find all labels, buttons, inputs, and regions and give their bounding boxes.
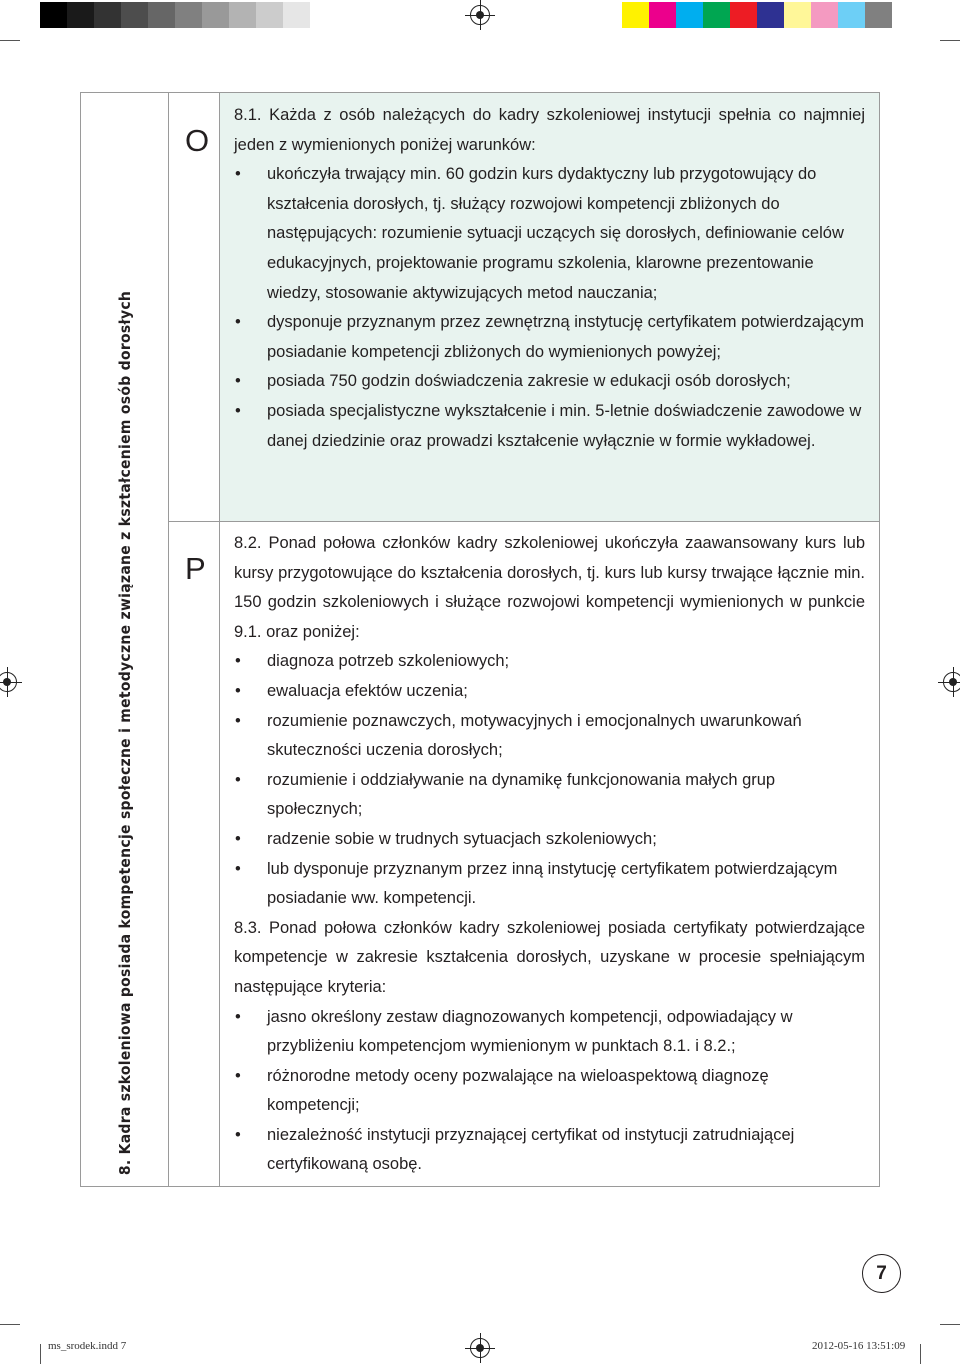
list-item: • jasno określony zestaw diagnozowanych kompetencji, odpowiadający w przybliżeniu kompetencjom wymienionym w punktach 8.1. i 8.2.;	[234, 1003, 865, 1062]
slug-filename: ms_srodek.indd 7	[48, 1340, 127, 1352]
color-swatch	[256, 2, 283, 28]
color-swatch	[67, 2, 94, 28]
color-swatch	[865, 2, 892, 28]
side-heading: 8. Kadra szkoleniowa posiada kompetencje społeczne i metodyczne związane z kształceniem osób dorosłych	[116, 290, 134, 1176]
criterion-8-1-intro: 8.1. Każda z osób należących do kadry szkoleniowej instytucji spełnia co najmniej jeden z wymienionych poniżej warunków:	[234, 106, 865, 154]
list-item: • ukończyła trwający min. 60 godzin kurs dydaktyczny lub przygotowujący do kształcenia dorosłych, tj. służący rozwojowi kompetencji zbliżonych do następujących: rozumienie sytuacji uczących się dorosłych, definiowanie celów edukacyjnych, projektowanie programu szkolenia, klarowne prezentowanie wiedzy, stosowanie aktywizujących metod nauczania;	[234, 160, 865, 308]
process-color-bar	[622, 2, 892, 28]
list-item: • rozumienie poznawczych, motywacyjnych i emocjonalnych uwarunkowań skuteczności uczenia dorosłych;	[234, 707, 865, 766]
list-item: • radzenie sobie w trudnych sytuacjach szkoleniowych;	[234, 825, 865, 855]
list-item: • posiada 750 godzin doświadczenia zakresie w edukacji osób dorosłych;	[234, 367, 865, 397]
level-column	[169, 93, 220, 1186]
color-swatch	[148, 2, 175, 28]
level-letter-o: O	[185, 123, 210, 158]
color-swatch	[838, 2, 865, 28]
color-swatch	[175, 2, 202, 28]
color-swatch	[703, 2, 730, 28]
color-swatch	[730, 2, 757, 28]
crop-mark	[940, 1324, 960, 1325]
criterion-8-2-list	[234, 647, 865, 913]
row-obligatory	[220, 93, 879, 522]
criterion-8-2-intro: 8.2. Ponad połowa członków kadry szkoleniowej ukończyła zaawansowany kurs lub kursy przygotowujące do kształcenia dorosłych, tj. kurs lub kursy trwające łącznie min. 150 godzin szkoleniowych i służące rozwojowi kompetencji wymienionych w punkcie 9.1. oraz poniżej:	[234, 534, 865, 641]
crop-mark	[40, 1344, 41, 1364]
crop-mark	[0, 40, 20, 41]
page-number: 7	[862, 1254, 901, 1293]
grayscale-color-bar	[40, 2, 310, 28]
color-swatch	[283, 2, 310, 28]
registration-mark-right-icon	[943, 672, 960, 692]
registration-mark-top-icon	[470, 5, 490, 25]
list-item: • różnorodne metody oceny pozwalające na wieloaspektową diagnozę kompetencji;	[234, 1062, 865, 1121]
list-item: • posiada specjalistyczne wykształcenie i min. 5-letnie doświadczenie zawodowe w danej dziedzinie oraz prowadzi kształcenie wyłącznie w formie wykładowej.	[234, 397, 865, 456]
crop-mark	[940, 40, 960, 41]
slug-timestamp: 2012-05-16 13:51:09	[812, 1340, 906, 1352]
color-swatch	[649, 2, 676, 28]
list-item: • rozumienie i oddziaływanie na dynamikę funkcjonowania małych grup społecznych;	[234, 766, 865, 825]
criterion-8-1-list	[234, 160, 865, 456]
crop-mark	[0, 1324, 20, 1325]
level-letter-p: P	[185, 551, 206, 586]
row-preferred	[220, 521, 879, 1186]
color-swatch	[811, 2, 838, 28]
list-item: • niezależność instytucji przyznającej certyfikat od instytucji zatrudniającej certyfikowaną osobę.	[234, 1121, 865, 1180]
color-swatch	[676, 2, 703, 28]
criteria-table	[80, 92, 880, 1187]
color-swatch	[229, 2, 256, 28]
crop-mark	[920, 1344, 921, 1364]
color-swatch	[121, 2, 148, 28]
color-swatch	[202, 2, 229, 28]
registration-mark-left-icon	[0, 672, 17, 692]
color-swatch	[622, 2, 649, 28]
registration-mark-bottom-icon	[470, 1338, 490, 1358]
criterion-8-3-list	[234, 1003, 865, 1181]
list-item: • diagnoza potrzeb szkoleniowych;	[234, 647, 865, 677]
color-swatch	[757, 2, 784, 28]
list-item: • dysponuje przyznanym przez zewnętrzną instytucję certyfikatem potwierdzającym posiadanie kompetencji zbliżonych do wymienionych powyżej;	[234, 308, 865, 367]
row-p-content	[234, 529, 865, 1180]
criterion-8-3-intro: 8.3. Ponad połowa członków kadry szkoleniowej posiada certyfikaty potwierdzające kompetencje w zakresie kształcenia dorosłych, uzyskane w procesie spełniającym następujące kryteria:	[234, 918, 865, 996]
color-swatch	[94, 2, 121, 28]
side-heading-column	[81, 93, 169, 1186]
row-o-content	[234, 101, 865, 456]
list-item: • ewaluacja efektów uczenia;	[234, 677, 865, 707]
list-item: • lub dysponuje przyznanym przez inną instytucję certyfikatem potwierdzającym posiadanie ww. kompetencji.	[234, 855, 865, 914]
color-swatch	[40, 2, 67, 28]
color-swatch	[784, 2, 811, 28]
